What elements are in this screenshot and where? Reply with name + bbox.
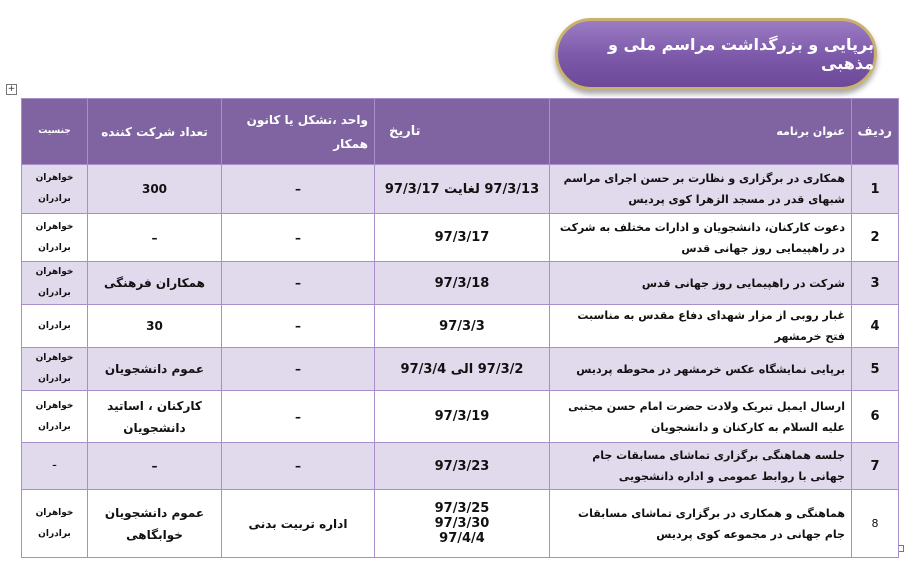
cooperating-unit: –: [222, 391, 375, 443]
row-number: 5: [852, 348, 899, 391]
gender-line: برادران: [38, 194, 71, 204]
cooperating-unit: اداره تربیت بدنی: [222, 490, 375, 558]
program-title: شرکت در راهپیمایی روز جهانی قدس: [550, 262, 852, 305]
events-table: [21, 98, 899, 558]
program-title: همکاری در برگزاری و نظارت بر حسن اجرای مراسم شبهای قدر در مسجد الزهرا کوی پردیس: [550, 165, 852, 214]
date-line: 97/3/2 الی 97/3/4: [400, 361, 524, 377]
count-line: 300: [141, 182, 168, 196]
table-move-handle-icon[interactable]: +: [7, 84, 16, 94]
event-date: [375, 165, 550, 214]
event-date: [375, 391, 550, 443]
event-date: [375, 443, 550, 490]
gender-line: –: [52, 460, 57, 471]
gender-line: برادران: [38, 528, 71, 539]
participant-count: [88, 490, 222, 558]
count-line: همکاران فرهنگی: [104, 276, 205, 290]
gender: [22, 214, 88, 262]
gender: [22, 348, 88, 391]
gender-line: خواهران: [35, 400, 74, 411]
gender: [22, 443, 88, 490]
gender-line: خواهران: [35, 267, 74, 277]
count-line: عموم دانشجویان: [104, 505, 205, 520]
count-line: خوابگاهی: [126, 527, 183, 542]
count-line: 30: [146, 319, 163, 333]
gender-line: خواهران: [35, 353, 74, 363]
row-number: 1: [852, 165, 899, 214]
row-number: 4: [852, 305, 899, 348]
cooperating-unit: –: [222, 165, 375, 214]
count-line: عموم دانشجویان: [104, 362, 205, 376]
header-participant-count: تعداد شرکت کننده: [88, 99, 222, 165]
table-header-row: [22, 99, 899, 165]
gender-line: برادران: [38, 421, 71, 432]
header-gender: جنسیت: [22, 99, 88, 165]
event-date: [375, 262, 550, 305]
table-row: [22, 490, 899, 558]
table-row: [22, 348, 899, 391]
table-row: [22, 214, 899, 262]
date-line: 97/3/3: [439, 318, 485, 334]
header-program-title: عنوان برنامه: [550, 99, 852, 165]
program-title: جلسه هماهنگی برگزاری تماشای مسابقات جام جهانی با روابط عمومی و اداره دانشجویی: [550, 443, 852, 490]
program-title: برپایی نمایشگاه عکس خرمشهر در محوطه پردیس: [550, 348, 852, 391]
participant-count: [88, 348, 222, 391]
row-number: 3: [852, 262, 899, 305]
participant-count: [88, 391, 222, 443]
participant-count: [88, 214, 222, 262]
header-row-number: ردیف: [852, 99, 899, 165]
count-line: دانشجویان: [123, 420, 186, 435]
date-line: 97/3/17: [434, 230, 490, 245]
header-date: تاریخ: [375, 99, 550, 165]
row-number: 7: [852, 443, 899, 490]
row-number: 2: [852, 214, 899, 262]
gender-line: برادران: [38, 288, 71, 298]
participant-count: [88, 443, 222, 490]
table-row: [22, 262, 899, 305]
date-line: 97/3/23: [434, 458, 490, 474]
event-date: [375, 348, 550, 391]
table-row: [22, 443, 899, 490]
gender-line: خواهران: [35, 173, 74, 183]
gender-line: برادران: [38, 374, 71, 384]
program-title: غبار روبی از مزار شهدای دفاع مقدس به مناسبت فتح خرمشهر: [550, 305, 852, 348]
gender-line: خواهران: [35, 507, 74, 518]
date-line: 97/3/30: [434, 516, 490, 531]
participant-count: [88, 305, 222, 348]
gender: [22, 165, 88, 214]
gender: [22, 391, 88, 443]
program-title: هماهنگی و همکاری در برگزاری تماشای مسابقات جام جهانی در مجموعه کوی پردیس: [550, 490, 852, 558]
date-line: 97/4/4: [439, 531, 485, 546]
table-row: [22, 391, 899, 443]
gender-line: برادران: [38, 320, 71, 331]
count-line: –: [151, 230, 158, 245]
gender: [22, 305, 88, 348]
cooperating-unit: –: [222, 443, 375, 490]
header-unit: واحد ،تشکل یا کانون همکار: [222, 99, 375, 165]
gender-line: خواهران: [35, 221, 74, 232]
row-number: 6: [852, 391, 899, 443]
gender-line: برادران: [38, 242, 71, 253]
gender: [22, 490, 88, 558]
date-line: 97/3/19: [434, 409, 490, 424]
table-row: [22, 165, 899, 214]
participant-count: [88, 262, 222, 305]
cooperating-unit: –: [222, 305, 375, 348]
count-line: کارکنان ، اساتید: [107, 398, 202, 413]
date-line: 97/3/13 لغایت 97/3/17: [384, 181, 540, 197]
row-number: 8: [852, 490, 899, 558]
page-title: برپایی و بزرگداشت مراسم ملی و مذهبی: [555, 18, 877, 90]
date-line: 97/3/25: [434, 501, 490, 516]
cooperating-unit: –: [222, 348, 375, 391]
table-row: [22, 305, 899, 348]
cooperating-unit: –: [222, 214, 375, 262]
event-date: [375, 490, 550, 558]
cooperating-unit: –: [222, 262, 375, 305]
event-date: [375, 305, 550, 348]
program-title: ارسال ایمیل تبریک ولادت حضرت امام حسن مجتبی علیه السلام به کارکنان و دانشجویان: [550, 391, 852, 443]
date-line: 97/3/18: [434, 275, 490, 291]
program-title: دعوت کارکنان، دانشجویان و ادارات مختلف به شرکت در راهپیمایی روز جهانی قدس: [550, 214, 852, 262]
participant-count: [88, 165, 222, 214]
event-date: [375, 214, 550, 262]
gender: [22, 262, 88, 305]
count-line: –: [151, 459, 158, 473]
